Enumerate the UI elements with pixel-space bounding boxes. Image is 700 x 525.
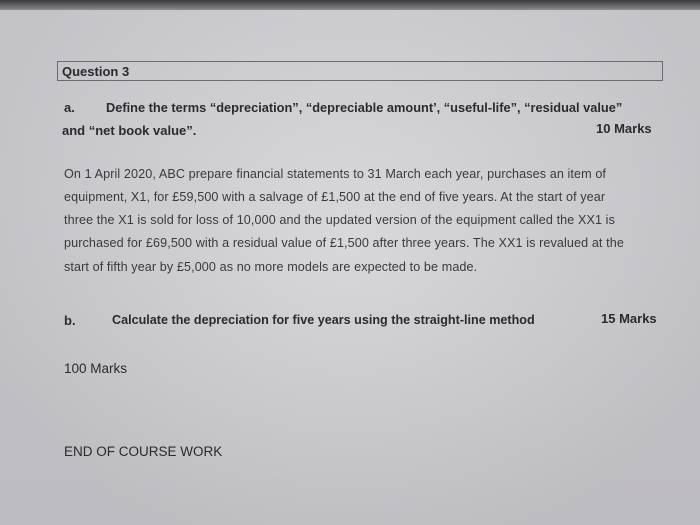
paragraph-line-2: equipment, X1, for £59,500 with a salvage of £1,500 at the end of five years. At the start of year <box>64 190 606 204</box>
paragraph-line-1: On 1 April 2020, ABC prepare financial statements to 31 March each year, purchases an item of <box>64 167 607 181</box>
monitor-bezel <box>0 0 700 10</box>
question-header-box <box>57 61 663 81</box>
paragraph-line-5: start of fifth year by £5,000 as no more models are expected to be made. <box>64 260 478 274</box>
part-a-line2: and “net book value”. <box>62 123 197 138</box>
part-a-line1: Define the terms “depreciation”, “depreciable amount’, “useful-life”, “residual value” <box>106 100 623 115</box>
end-of-coursework: END OF COURSE WORK <box>64 444 223 459</box>
question-title: Question 3 <box>62 64 130 79</box>
part-a-label: a. <box>64 100 75 115</box>
part-b-marks: 15 Marks <box>601 311 657 326</box>
paragraph-line-4: purchased for £69,500 with a residual value of £1,500 after three years. The XX1 is revalued at the <box>64 236 624 250</box>
paragraph-line-3: three the X1 is sold for loss of 10,000 and the updated version of the equipment called the XX1 is <box>64 213 615 227</box>
part-b-text: Calculate the depreciation for five years using the straight-line method <box>112 313 535 327</box>
part-b-label: b. <box>64 313 76 328</box>
total-marks: 100 Marks <box>64 361 128 376</box>
part-a-marks: 10 Marks <box>596 121 652 136</box>
